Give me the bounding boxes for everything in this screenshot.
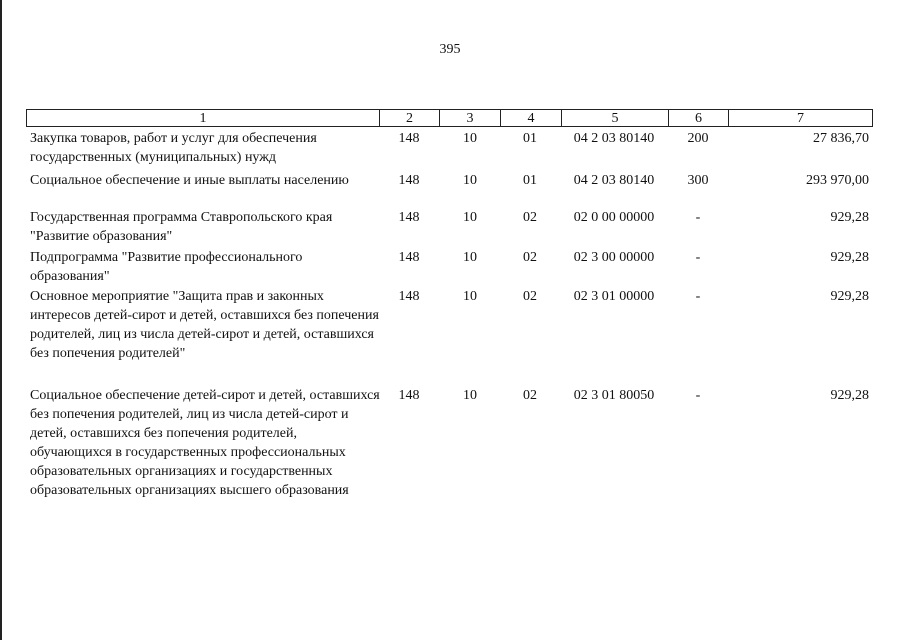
row-col-5: 04 2 03 80140 [573, 131, 655, 146]
row-description: Закупка товаров, работ и услуг для обеспечения государственных (муниципальных) нужд [30, 131, 317, 165]
row-col-6: 200 [687, 131, 709, 146]
row-col-4: 02 [523, 289, 537, 304]
row-col-7: 293 970,00 [806, 173, 869, 188]
row-col-6: - [695, 250, 701, 265]
row-col-7: 929,28 [830, 289, 869, 304]
page-number: 395 [439, 42, 461, 57]
row-col-3: 10 [463, 289, 477, 304]
row-col-2: 148 [398, 210, 420, 225]
header-col-6: 6 [668, 110, 728, 126]
header-col-2: 2 [379, 110, 439, 126]
header-col-5: 5 [561, 110, 668, 126]
row-description: Социальное обеспечение и иные выплаты населению [30, 173, 349, 188]
header-col-3: 3 [439, 110, 500, 126]
row-col-4: 02 [523, 388, 537, 403]
row-col-7: 929,28 [830, 250, 869, 265]
row-col-2: 148 [398, 131, 420, 146]
row-col-7: 929,28 [830, 210, 869, 225]
row-col-3: 10 [463, 131, 477, 146]
row-col-6: - [695, 289, 701, 304]
page-left-border [0, 0, 2, 640]
row-col-6: - [695, 388, 701, 403]
row-description: Социальное обеспечение детей-сирот и детей, оставшихся без попечения родителей, лиц из числа детей-сирот и детей, оставшихся без попечения родителей, обучающихся в государственных профессиональных образовательных организациях и государственных образовательных организациях высшего образования [30, 388, 380, 498]
row-col-2: 148 [398, 388, 420, 403]
row-col-5: 02 3 01 80050 [573, 388, 655, 403]
header-col-1: 1 [199, 111, 207, 126]
row-col-7: 929,28 [830, 388, 869, 403]
row-col-5: 02 0 00 00000 [573, 210, 655, 225]
row-col-4: 01 [523, 173, 537, 188]
row-col-3: 10 [463, 173, 477, 188]
row-description: Государственная программа Ставропольского края "Развитие образования" [30, 210, 333, 244]
table-header-row [26, 109, 873, 127]
row-col-2: 148 [398, 289, 420, 304]
row-description: Основное мероприятие "Защита прав и законных интересов детей-сирот и детей, оставшихся без попечения родителей, лиц из числа детей-сирот и детей, оставшихся без попечения родителей" [30, 289, 379, 361]
row-col-5: 02 3 01 00000 [573, 289, 655, 304]
row-col-3: 10 [463, 210, 477, 225]
row-col-2: 148 [398, 173, 420, 188]
row-description: Подпрограмма "Развитие профессионального образования" [30, 250, 303, 284]
row-col-5: 02 3 00 00000 [573, 250, 655, 265]
row-col-6: 300 [687, 173, 709, 188]
header-col-4: 4 [500, 110, 561, 126]
row-col-2: 148 [398, 250, 420, 265]
row-col-4: 02 [523, 210, 537, 225]
row-col-6: - [695, 210, 701, 225]
row-col-7: 27 836,70 [813, 131, 869, 146]
row-col-3: 10 [463, 388, 477, 403]
row-col-4: 02 [523, 250, 537, 265]
row-col-4: 01 [523, 131, 537, 146]
row-col-5: 04 2 03 80140 [573, 173, 655, 188]
row-col-3: 10 [463, 250, 477, 265]
header-col-7: 7 [728, 110, 872, 126]
